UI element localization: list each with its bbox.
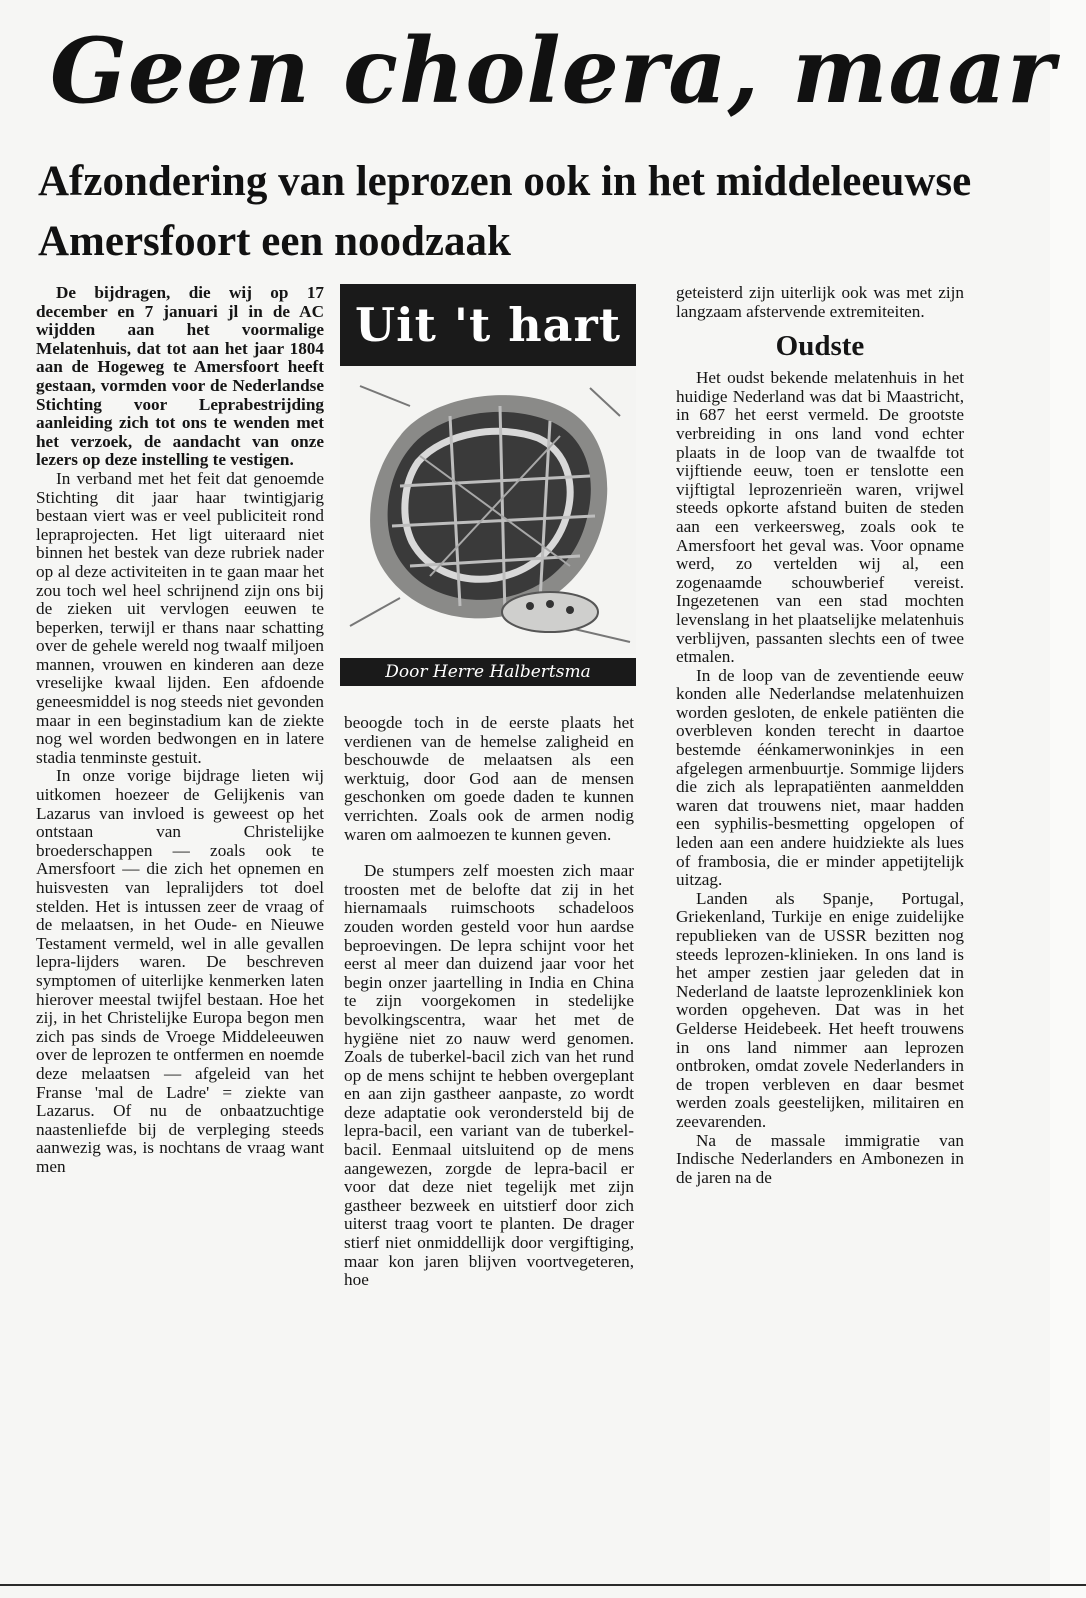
- headline: Geen cholera, maar: [50, 18, 1056, 124]
- column-1: [36, 284, 324, 1177]
- section-heading: Oudste: [775, 330, 865, 363]
- lead-paragraph: De bijdragen, die wij op 17 december en 7 januari jl in de AC wijdden aan het voormalige Melatenhuis, dat tot aan het jaar 1804 aan de Hogeweg te Amersfoort heeft gestaan, vormden voor de Nederlandse Stichting voor Leprabestrijding aanleiding zich tot ons te wenden met het verzoek, de aandacht van onze lezers op deze instelling te vestigen.: [36, 283, 324, 470]
- paragraph: In de loop van de zeventiende eeuw konden alle Nederlandse melatenhuizen worden gesloten, de enkele patiënten die overbleven konden terecht in daartoe bestemde éénkamerwoninkjes in een afgelegen armenbuurtje. Sommige lijders die zich als leprapatiënten aanmeldden waren dat trouwens niet, maar hadden een syphilis-besmetting opgelopen of leden aan een andere huidziekte als lues of frambosia, die er minder appetijtelijk uitzag.: [676, 665, 964, 890]
- column-2: [344, 714, 634, 1290]
- paragraph: In onze vorige bijdrage lieten wij uitkomen hoezeer de Gelijkenis van Lazarus van invloed is geweest op het ontstaan van Christelijke broederschappen — zoals ook te Amersfoort — die zich het opnemen en huisvesten van lepralijders tot doel stelden. Het is intussen zeer de vraag of de melaatsen, in het Oude- en Nieuwe Testament vermeld, wel in alle gevallen lepra-lijders waren. De beschreven symptomen of uiterlijke kenmerken laten hierover meestal twijfel bestaan. Hoe het zij, in het Christelijke Europa begon men zich pas sinds de Vroege Middeleeuwen over de leprozen te ontfermen en noemde deze melaatsen — afgeleid van het Franse 'mal de Ladre' = ziekte van Lazarus. Of nu de onbaatzuchtige naastenliefde bij de verpleging steeds aanwezig was, is nochtans de vraag want men: [36, 766, 324, 1176]
- paragraph: Het oudst bekende melatenhuis in het huidige Nederland was dat bi Maastricht, in 687 het eerst vermeld. De grootste verbreiding in ons land vond echter plaats in de loop van de twaalfde tot vijftiende eeuw, toen er tenslotte een vijftigtal leprozenrieën waren, vrijwel steeds opkorte afstand buiten de steden aan een verkeersweg, zoals ook te Amersfoort het geval was. Voor opname werd, zo vertelden wij al, een zogenaamde schouwberief vereist. Ingezetenen van een stad mochten levenslang in het plaatselijke melatenhuis verblijven, passanten slechts een of twee etmalen.: [676, 368, 964, 667]
- byline: Door Herre Halbertsma: [340, 658, 636, 686]
- city-map-illustration: [340, 366, 636, 654]
- subheadline: Afzondering van leprozen ook in het middeleeuwse Amersfoort een noodzaak: [38, 158, 972, 265]
- column-3: [676, 284, 964, 1187]
- paragraph: De stumpers zelf moesten zich maar troosten met de belofte dat zij in het hiernamaals ruimschoots schadeloos zouden worden gesteld voor hun aardse beproevingen. De lepra schijnt voor het eerst al meer dan duizend jaar voor het begin onzer jaartelling in India en China te zijn voorgekomen in stedelijke bevolkingscentra, waar het met de hygiëne niet zo nauw werd genomen. Zoals de tuberkel-bacil zich van het rund op de mens schijnt te hebben overgeplant en aan zijn gastheer aanpaste, zo wordt deze adaptatie ook verondersteld bij de lepra-bacil, een variant van de tuberkel-bacil. Eenmaal uitsluitend op de mens aangewezen, zorgde de lepra-bacil er voor dat deze niet tegelijk met zijn gastheer bezweek en uitstierf door zich uiterst traag voort te planten. De drager stierf niet onmiddellijk door vergiftiging, maar kon jaren blijven voortvegeteren, hoe: [344, 861, 634, 1290]
- city-map-icon: [340, 366, 636, 654]
- paragraph: beoogde toch in de eerste plaats het verdienen van de hemelse zaligheid en beschouwde de melaatsen als een werktuig, door God aan de mensen geschonken om goede daden te kunnen verrichten. Zoals ook de armen nodig waren om aalmoezen te kunnen geven.: [344, 713, 634, 844]
- clipping-border: [0, 1584, 1086, 1586]
- clipping-edge: [1050, 0, 1086, 1598]
- paragraph: In verband met het feit dat genoemde Stichting dit jaar haar twintigjarig bestaan viert was er veel publiciteit rond lepraprojecten. Het ligt uiteraard niet binnen het bestek van deze rubriek nader op al deze activiteiten in te gaan maar het zou toch wel heel schrijnend zijn ons bij de zieken uit vervlogen eeuwen te beperken, terwijl er thans naar schatting over de gehele wereld nog twaalf miljoen mannen, vrouwen en kinderen aan deze vreselijke kwaal lijden. Een afdoende geneesmiddel is nog steeds niet gevonden maar in een beginstadium kan de ziekte nog wel worden bedwongen en in latere stadia tenminste gestuit.: [36, 468, 324, 767]
- paragraph: geteisterd zijn uiterlijk ook was met zijn langzaam afstervende extremiteiten.: [676, 283, 964, 321]
- paragraph: Na de massale immigratie van Indische Nederlanders en Ambonezen in de jaren na de: [676, 1130, 964, 1187]
- rubric-banner: Uit 't hart: [340, 284, 636, 366]
- paragraph: Landen als Spanje, Portugal, Griekenland, Turkije en enige zuidelijke republieken van de USSR bezitten nog steeds leprozen-klinieken. In ons land is het amper zestien jaar geleden dat in Nederland de laatste leprozenkliniek kon worden opgeheven. Dat was in het Gelderse Heidebeek. Het heeft trouwens in ons land nimmer aan leprozen ontbroken, omdat zovele Nederlanders in de tropen verbleven en daar besmet werden zoals geestelijken, militairen en zeevarenden.: [676, 888, 964, 1131]
